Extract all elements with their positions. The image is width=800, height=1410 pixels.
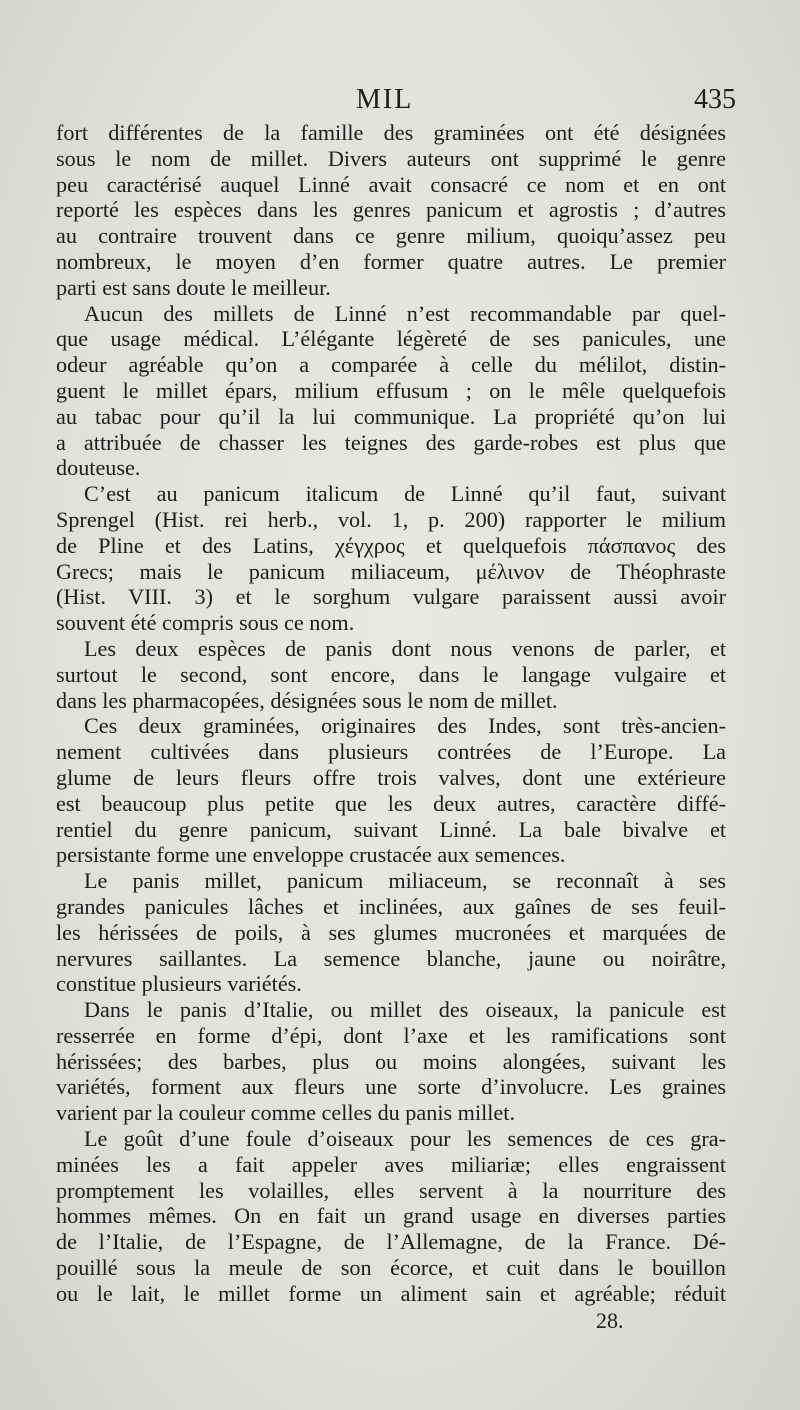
text-line: au tabac pour qu’il la lui communique. La propriété qu’on lui (56, 403, 726, 429)
paragraph (56, 713, 726, 868)
text-line: sous le nom de millet. Divers auteurs ont supprimé le genre (56, 145, 726, 171)
text-line: persistante forme une enveloppe crustacée aux semences. (56, 842, 566, 868)
text-line: souvent été compris sous ce nom. (56, 610, 355, 636)
text-line: odeur agréable qu’on a comparée à celle du mélilot, distin- (56, 352, 726, 378)
text-line: douteuse. (56, 455, 141, 481)
text-line: minées les a fait appeler aves miliariæ; elles engraissent (56, 1151, 726, 1177)
text-line: Le goût d’une foule d’oiseaux pour les semences de ces gra- (84, 1126, 726, 1152)
text-line: peu caractérisé auquel Linné avait consacré ce nom et en ont (56, 171, 726, 197)
text-line: hérissées; des barbes, plus ou moins alongées, suivant les (56, 1048, 726, 1074)
paragraph (56, 481, 726, 636)
text-line: a attribuée de chasser les teignes des garde-robes est plus que (56, 429, 726, 455)
text-line: reporté les espèces dans les genres panicum et agrostis ; d’autres (56, 197, 726, 223)
signature-mark: 28. (596, 1308, 624, 1333)
text-line: que usage médical. L’élégante légèreté de ses panicules, une (56, 326, 726, 352)
text-line: Grecs; mais le panicum miliaceum, μέλινον de Théophraste (56, 558, 726, 584)
text-line: les hérissées de poils, à ses glumes mucronées et marquées de (56, 919, 726, 945)
paragraph (56, 868, 726, 997)
paragraph (56, 636, 726, 713)
text-line: resserrée en forme d’épi, dont l’axe et les ramifications sont (56, 1022, 726, 1048)
text-line: hommes mêmes. On en fait un grand usage en diverses parties (56, 1203, 726, 1229)
text-line: varient par la couleur comme celles du panis millet. (56, 1100, 515, 1126)
text-line: (Hist. VIII. 3) et le sorghum vulgare paraissent aussi avoir (56, 584, 726, 610)
text-line: au contraire trouvent dans ce genre milium, quoiqu’assez peu (56, 223, 726, 249)
text-line: nombreux, le moyen d’en former quatre autres. Le premier (56, 248, 726, 274)
text-line: nement cultivées dans plusieurs contrées de l’Europe. La (56, 739, 726, 765)
page-header (56, 84, 736, 120)
text-line: C’est au panicum italicum de Linné qu’il faut, suivant (84, 481, 726, 507)
text-line: grandes panicules lâches et inclinées, aux gaînes de ses feuil- (56, 893, 726, 919)
body-text (56, 120, 726, 1307)
text-line: pouillé sous la meule de son écorce, et cuit dans le bouillon (56, 1255, 726, 1281)
text-line: ou le lait, le millet forme un aliment sain et agréable; réduit (56, 1280, 726, 1306)
text-line: surtout le second, sont encore, dans le langage vulgaire et (56, 661, 726, 687)
text-line: variétés, forment aux fleurs une sorte d’involucre. Les graines (56, 1074, 726, 1100)
paragraph (56, 1126, 726, 1307)
text-line: promptement les volailles, elles servent à la nourriture des (56, 1177, 726, 1203)
text-line: glume de leurs fleurs offre trois valves, dont une extérieure (56, 764, 726, 790)
running-head: MIL (356, 84, 414, 115)
text-line: de l’Italie, de l’Espagne, de l’Allemagne, de la France. Dé- (56, 1229, 726, 1255)
text-line: Aucun des millets de Linné n’est recommandable par quel- (84, 300, 726, 326)
text-line: Sprengel (Hist. rei herb., vol. 1, p. 200) rapporter le milium (56, 506, 726, 532)
text-line: est beaucoup plus petite que les deux autres, caractère diffé- (56, 790, 726, 816)
text-line: parti est sans doute le meilleur. (56, 274, 331, 300)
text-line: guent le millet épars, milium effusum ; on le mêle quelquefois (56, 377, 726, 403)
text-line: Dans le panis d’Italie, ou millet des oiseaux, la panicule est (84, 997, 726, 1023)
text-line: rentiel du genre panicum, suivant Linné. La bale bivalve et (56, 816, 726, 842)
text-line: Les deux espèces de panis dont nous venons de parler, et (84, 635, 726, 661)
text-line: de Pline et des Latins, χέγχρος et quelquefois πάσπανος des (56, 532, 726, 558)
page-number: 435 (694, 84, 736, 115)
text-line: constitue plusieurs variétés. (56, 971, 302, 997)
text-line: dans les pharmacopées, désignées sous le nom de millet. (56, 687, 558, 713)
text-line: Le panis millet, panicum miliaceum, se reconnaît à ses (84, 868, 726, 894)
paragraph (56, 120, 726, 301)
paragraph (56, 997, 726, 1126)
text-line: nervures saillantes. La semence blanche, jaune ou noirâtre, (56, 945, 726, 971)
text-line: fort différentes de la famille des graminées ont été désignées (56, 120, 726, 145)
text-line: Ces deux graminées, originaires des Indes, sont très-ancien- (84, 713, 726, 739)
paragraph (56, 301, 726, 482)
